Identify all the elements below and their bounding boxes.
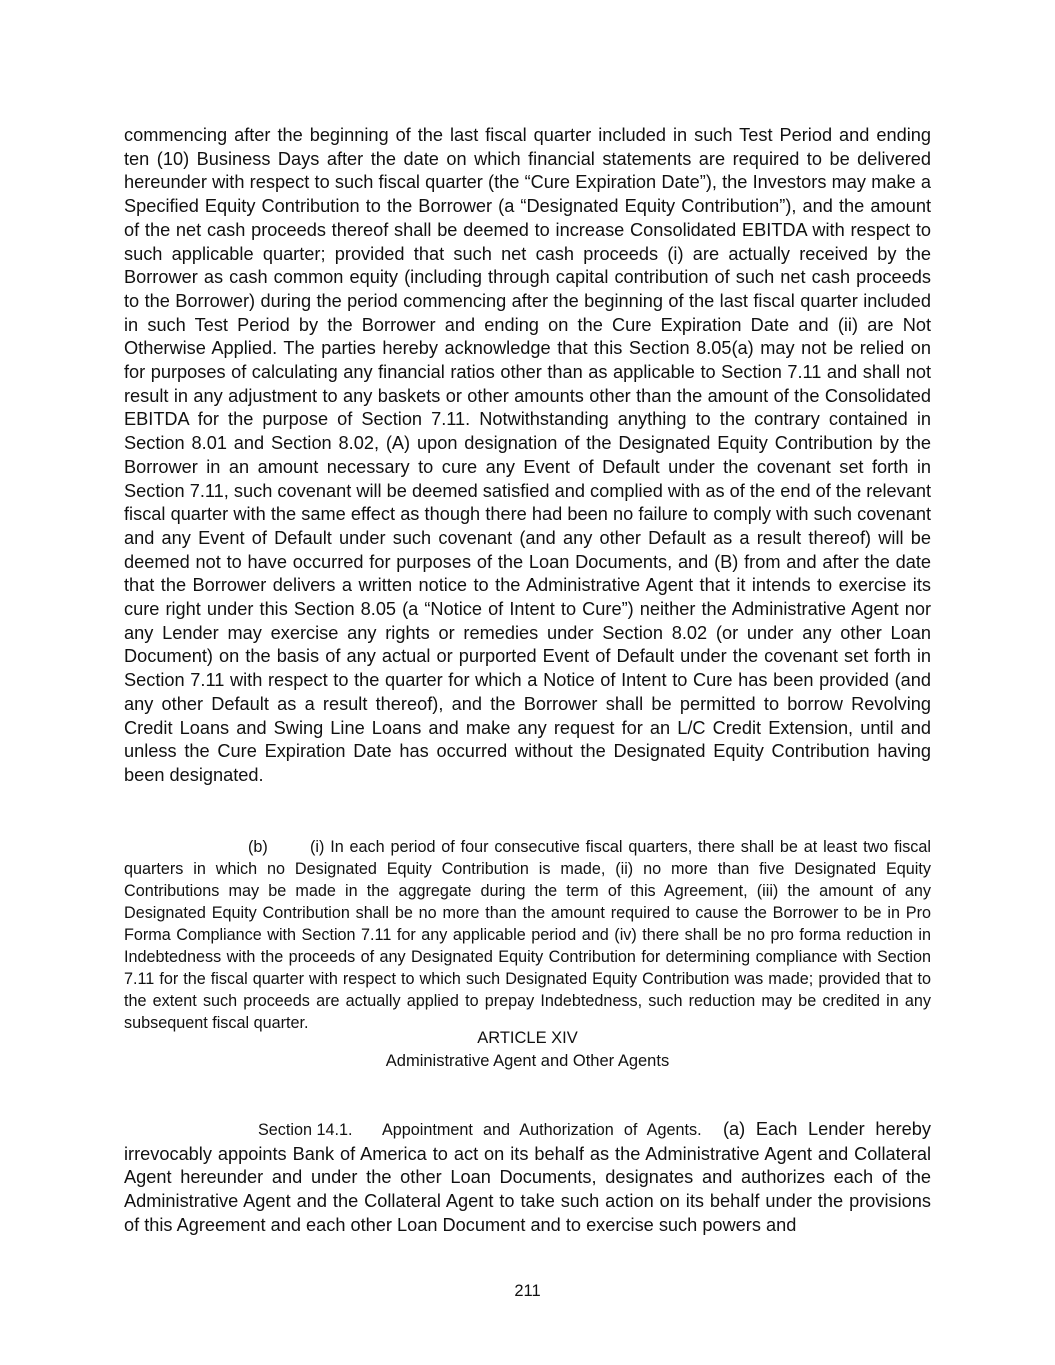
section-heading: Appointment and Authorization of Agents.	[382, 1121, 702, 1139]
section-14-1-text: (a) Each Lender hereby irrevocably appoints Bank of America to act on its behalf as the Administrative Agent and Collateral Agent hereunder and under the other Loan Documents, designates and authorizes each of the Administrative Agent and the Collateral Agent to take such action on its behalf under the provisions of this Agreement and each other Loan Document and to exercise such powers and	[124, 1119, 931, 1235]
section-8-05-b-paragraph	[124, 836, 931, 1034]
article-heading	[124, 1027, 931, 1073]
clause-label: (b)	[248, 838, 268, 856]
document-page	[124, 124, 931, 1235]
article-title: Administrative Agent and Other Agents	[385, 1052, 670, 1070]
section-8-05-b-text: (i) In each period of four consecutive fiscal quarters, there shall be at least two fiscal quarters in which no Designated Equity Contribution is made, (ii) no more than five Designated Equity Contributions may be made in the aggregate during the term of this Agreement, (iii) the amount of any Designated Equity Contribution shall be no more than the amount required to cause the Borrower to be in Pro Forma Compliance with Section 7.11 for any applicable period and (iv) there shall be no pro forma reduction in Indebtedness with the proceeds of any Designated Equity Contribution for determining compliance with Section 7.11 for the fiscal quarter with respect to which such Designated Equity Contribution was made; provided that to the extent such proceeds are actually applied to prepay Indebtedness, such reduction may be credited in any subsequent fiscal quarter.	[124, 838, 931, 1032]
section-number: Section 14.1.	[258, 1121, 353, 1139]
section-14-1-paragraph	[124, 1118, 931, 1238]
page-number: 211	[514, 1282, 541, 1300]
article-number: ARTICLE XIV	[477, 1029, 578, 1047]
section-8-05-a-paragraph: commencing after the beginning of the last fiscal quarter included in such Test Period and ending ten (10) Business Days after the date on which financial statements are required to be delivered hereunder with respect to such fiscal quarter (the “Cure Expiration Date”), the Investors may make a Specified Equity Contribution to the Borrower (a “Designated Equity Contribution”), and the amount of the net cash proceeds thereof shall be deemed to increase Consolidated EBITDA with respect to such applicable quarter; provided that such net cash proceeds (i) are actually received by the Borrower as cash common equity (including through capital contribution of such net cash proceeds to the Borrower) during the period commencing after the beginning of the last fiscal quarter included in such Test Period by the Borrower and ending on the Cure Expiration Date and (ii) are Not Otherwise Applied. The parties hereby acknowledge that this Section 8.05(a) may not be relied on for purposes of calculating any financial ratios other than as applicable to Section 7.11 and shall not result in any adjustment to any baskets or other amounts other than the amount of the Consolidated EBITDA for the purpose of Section 7.11. Notwithstanding anything to the contrary contained in Section 8.01 and Section 8.02, (A) upon designation of the Designated Equity Contribution by the Borrower in an amount necessary to cure any Event of Default under the covenant set forth in Section 7.11, such covenant will be deemed satisfied and complied with as of the end of the relevant fiscal quarter with the same effect as though there had been no failure to comply with such covenant and any Event of Default under such covenant (and any other Default as a result thereof) will be deemed not to have occurred for purposes of the Loan Documents, and (B) from and after the date that the Borrower delivers a written notice to the Administrative Agent that it intends to exercise its cure right under this Section 8.05 (a “Notice of Intent to Cure”) neither the Administrative Agent nor any Lender may exercise any rights or remedies under Section 8.02 (or under any other Loan Document) on the basis of any actual or purported Event of Default under the covenant set forth in Section 7.11 with respect to the quarter for which a Notice of Intent to Cure has been provided (and any other Default as a result thereof), and the Borrower shall be permitted to borrow Revolving Credit Loans and Swing Line Loans and make any request for an L/C Credit Extension, until and unless the Cure Expiration Date has occurred without the Designated Equity Contribution having been designated.	[124, 125, 931, 785]
